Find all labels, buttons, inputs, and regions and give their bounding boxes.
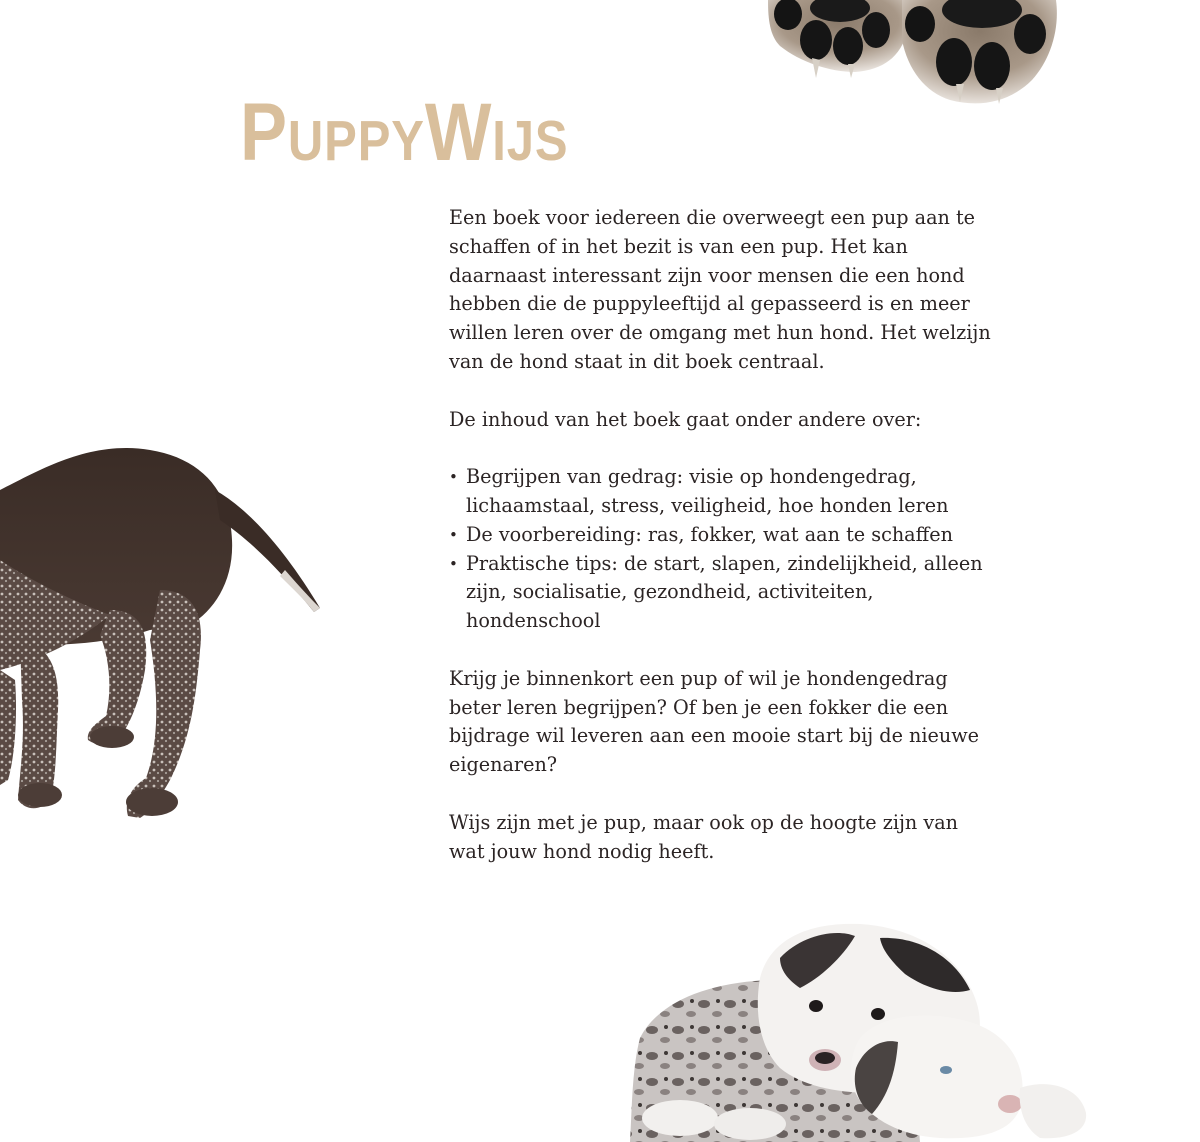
intro-paragraph: Een boek voor iedereen die overweegt een pup aan te schaffen of in het bezit is van een pup. Het kan daarnaast interessant zijn voor mensen die een hond hebben die de puppyleeftijd al gepasseerd is en meer willen leren over de omgang met hun hond. Het welzijn van de hond staat in dit boek centraal. <box>449 206 991 373</box>
list-item: • Begrijpen van gedrag: visie op hondengedrag, lichaamstaal, stress, veiligheid, hoe honden leren <box>449 463 994 521</box>
contents-intro: De inhoud van het boek gaat onder andere over: <box>449 407 922 431</box>
puppy-paws-image <box>760 0 1070 112</box>
book-title: PuppyWijs <box>240 87 569 178</box>
question-paragraph: Krijg je binnenkort een pup of wil je hondengedrag beter leren begrijpen? Of ben je een fokker die een bijdrage wil leveren aan een mooie start bij de nieuwe eigenaren? <box>449 666 980 777</box>
list-item: • De voorbereiding: ras, fokker, wat aan te schaffen <box>449 521 994 550</box>
contents-list <box>449 463 994 636</box>
book-description <box>449 204 994 895</box>
closing-paragraph: Wijs zijn met je pup, maar ook op de hoogte zijn van wat jouw hond nodig heeft. <box>449 810 958 863</box>
sheepdog-puppies-image <box>620 918 1100 1142</box>
list-item: • Praktische tips: de start, slapen, zindelijkheid, alleen zijn, socialisatie, gezondheid, activiteiten, hondenschool <box>449 550 994 636</box>
pointer-puppy-image <box>0 440 330 840</box>
